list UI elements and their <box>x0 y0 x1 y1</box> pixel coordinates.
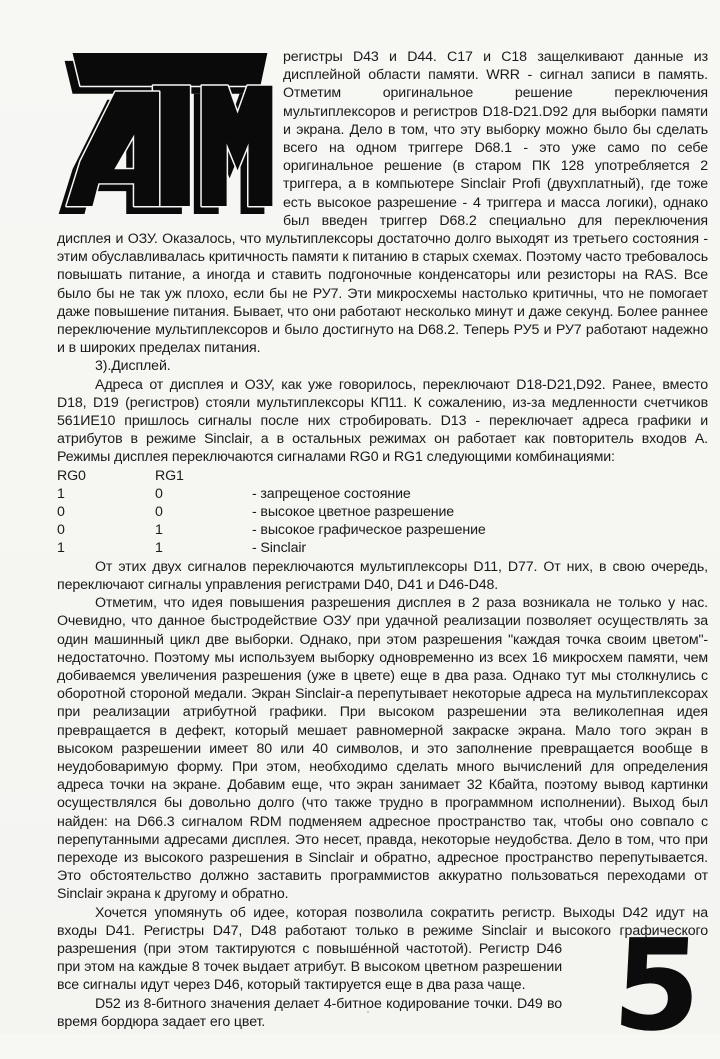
column-header-rg0: RG0 <box>57 467 86 484</box>
cell-description: - Sinclair <box>252 540 306 557</box>
table-header-row <box>57 467 708 485</box>
table-row <box>57 539 708 557</box>
signal-mode-table <box>57 467 708 558</box>
cell-description: - высокое графическое разрешение <box>252 522 486 539</box>
table-row <box>57 485 708 503</box>
cell-description: - высокое цветное разрешение <box>252 504 455 521</box>
paragraph-register-idea-part1: Хочется упомянуть об идее, которая позволила сократить регистр. Выходы D42 идут на входы D41. Регистры D47, D48 работают только в режиме Sinclair и высокого графического <box>57 904 708 939</box>
cell-rg0: 1 <box>57 540 65 557</box>
cell-rg1: 0 <box>155 485 163 502</box>
paragraph-multiplexers: От этих двух сигналов переключаются мультиплексоры D11, D77. От них, в свою очередь, переключают сигналы управления регистрами D40, D41 и D46-D48. <box>57 558 708 593</box>
paragraph-pixel-coding: D52 из 8-битного значения делает 4-битное кодирование точки. D49 во время бордюра задает его цвет. <box>57 995 562 1030</box>
paragraph-addresses: Адреса от дисплея и ОЗУ, как уже говорилось, переключают D18-D21,D92. Ранее, вместо D18, D19 (регистров) стояли мультиплексоры КП11. К сожалению, из-за медленности счетчиков 561ИЕ10 пришлось сигналы после них стробировать. D13 - переключает адреса графики и атрибутов в режиме Sinclair, а в остальных режимах он работает как повторитель входов А. Режимы дисплея переключаются сигналами RG0 и RG1 следующими комбинациями: <box>57 376 708 466</box>
cell-rg0: 1 <box>57 485 65 502</box>
atm-logo <box>57 50 275 214</box>
paragraph-resolution: Отметим, что идея повышения разрешения дисплея в 2 раза возникала не только у нас. Очевидно, что данное быстродействие ОЗУ при удачной реализации позволяет осуществлять за один машинный цикл две выборки. Однако, при этом разрешения "каждая точка своим цветом"- недостаточно. Поэтому мы используем выборку одновременно из всех 16 микросхем памяти, чем добиваемся увеличения разрешения (уже в цвете) еще в два раза. Однако тут мы столкнулись с оборотной стороной медали. Экран Sinclair-а перепутывает некоторые адреса на мультиплексорах при реализации атрибутной графики. При высоком разрешении эта великолепная идея превращается в дефект, который мешает равномерной закраске экрана. Мало того экран в высоком разрешении имеет 80 или 40 символов, и это заполнение превращается вообще в неудобоваримую форму. При этом, необходимо сделать много вычислений для определения адреса точки на экране. Добавим еще, что экран занимает 32 Кбайта, поэтому вывод картинки осуществлялся бы довольно долго (что также трудно в программном исполнении). Выход был найден: на D66.3 сигналом RDM подменяем адресное пространство так, чтобы оно совпало с перепутанными адресами дисплея. Это несет, правда, некоторые неудобства. Дело в том, что при переходе из высокого разрешения в Sinclair и обратно, адресное пространство перепутывается. Это обстоятельство должно заставить программистов аккуратно пользоваться переходами от Sinclair экрана к другому и обратно. <box>57 595 708 903</box>
atm-logo-graphic <box>57 50 275 214</box>
cell-rg1: 1 <box>155 540 163 557</box>
cell-description: - запрещеное состояние <box>252 485 411 502</box>
paragraph-register-idea-part2: разрешения (при этом тактируются с повыше́нной частотой). Регистр D46 при этом на каждые 8 точек выдает атрибут. В высоком цветном разрешении все сигналы идут через D46, который тактируется еще в два раза чаще. <box>57 940 562 994</box>
column-header-description <box>252 467 708 485</box>
table-row <box>57 521 708 539</box>
cell-rg1: 1 <box>155 522 163 539</box>
cell-rg1: 0 <box>155 504 163 521</box>
cell-rg0: 0 <box>57 504 65 521</box>
paragraph-registers: регистры D43 и D44. C17 и C18 защелкивают данные из дисплейной области памяти. WRR - сигнал записи в память. Отметим оригинальное решение переключения мультиплексоров и регистров D18-D21.D92 для выборки памяти и экрана. Дело в том, что эту выборку можно было бы сделать всего на одном триггере D68.1 - это уже само по себе оригинальное решение (в старом ПК 128 употребляется 2 триггера, а в компьютере Sinclair Profi (двухплатный), где тоже есть высокое разрешение - 4 триггера и масса логики), однако был введен триггер D68.2 специально для переключения дисплея и ОЗУ. Оказалось, что мультиплексоры достаточно долго выходят из третьего состояния - этим обуславливалась критичность памяти к питанию в старых схемах. Поэтому часто требовалось повышать питание, а иногда и ставить подгоночные конденсаторы или резисторы на RAS. Все было бы не так уж плохо, если бы не РУ7. Эти микросхемы настолько критичны, что не помогает даже повышение питания. Бывает, что они работают несколько минут и даже секунд. Более раннее переключение мультиплексоров и было достигнуто на D68.2. Теперь РУ5 и РУ7 работают надежно и в широких пределах питания. <box>57 49 708 357</box>
column-header-rg1: RG1 <box>155 467 184 484</box>
section-heading-display: 3).Дисплей. <box>95 358 171 375</box>
table-row <box>57 503 708 521</box>
page-number: 5 <box>609 911 705 1059</box>
cell-rg0: 0 <box>57 522 65 539</box>
